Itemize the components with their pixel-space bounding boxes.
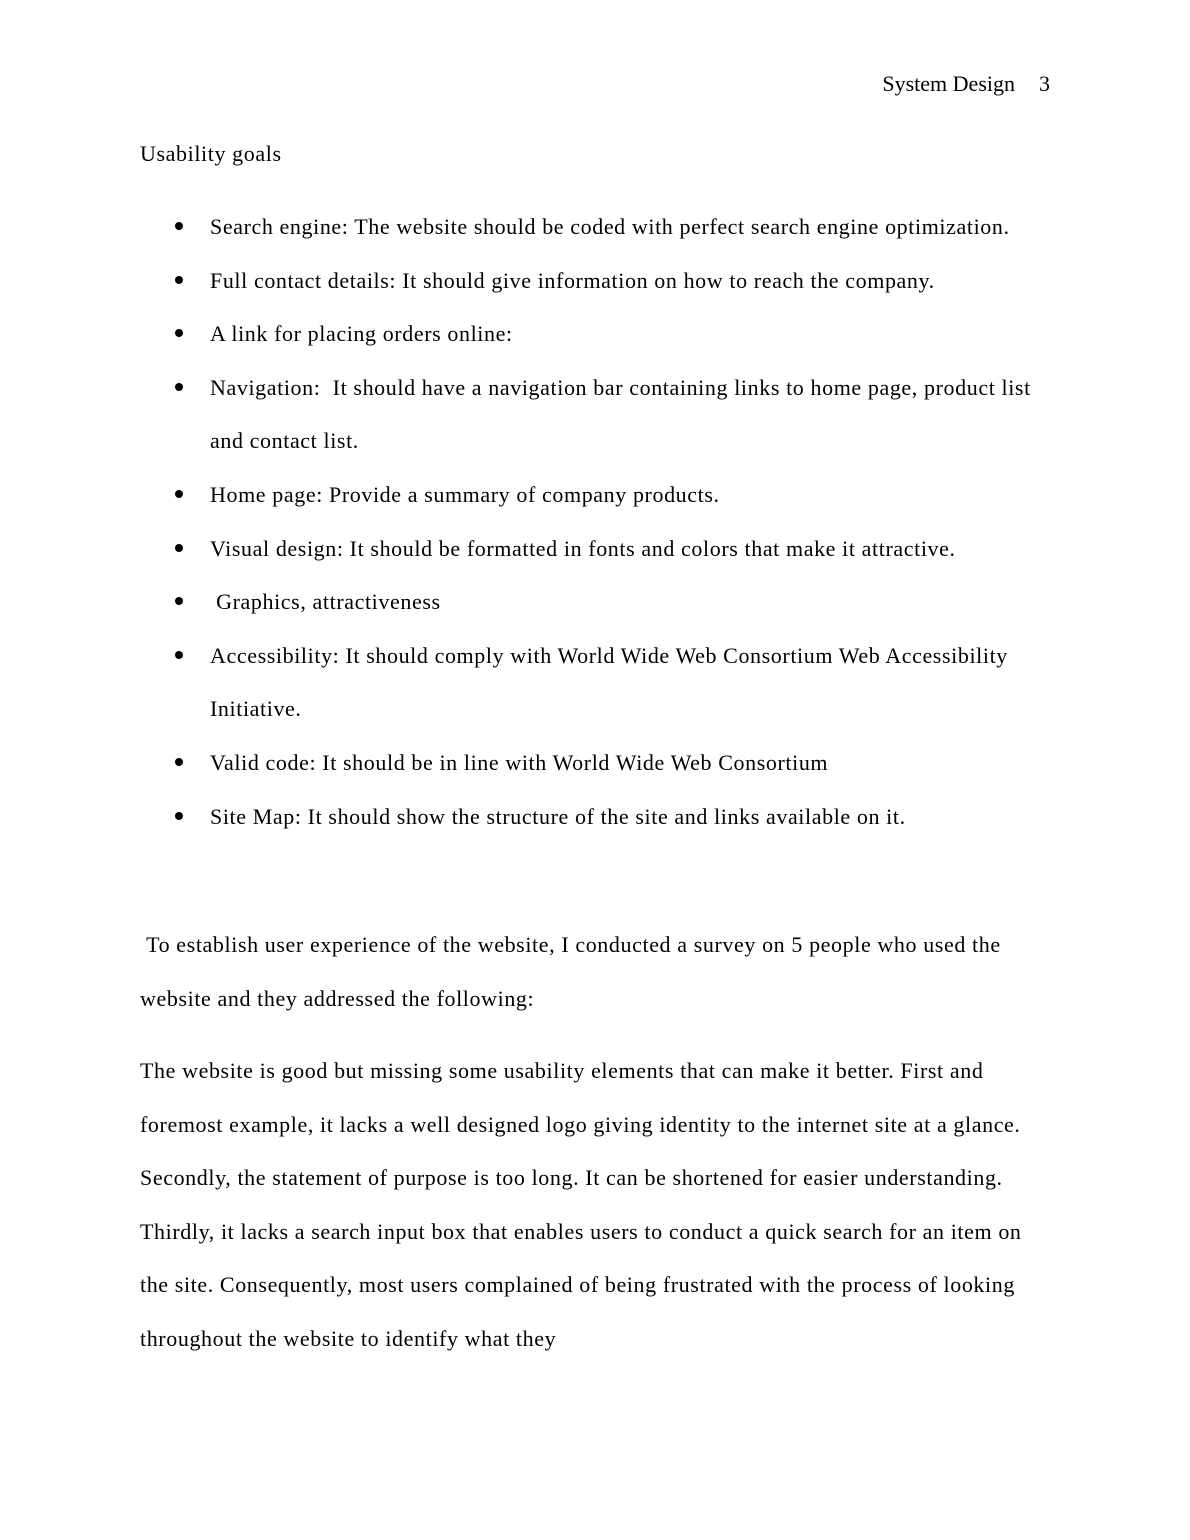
list-item [140,200,1052,254]
bullet-icon [175,597,183,605]
list-item [140,468,1052,522]
list-item-text: Home page: Provide a summary of company products. [210,481,720,507]
survey-intro-paragraph: To establish user experience of the website, I conducted a survey on 5 people who used the website and they addressed the following: [140,932,1007,1011]
running-head-title: System Design [882,71,1015,96]
feedback-paragraph: The website is good but missing some usability elements that can make it better. First and foremost example, it lacks a well designed logo giving identity to the internet site at a glance. Secondly, the statement of purpose is too long. It can be shortened for easier understanding. Thirdly, it lacks a search input box that enables users to conduct a quick search for an item on the site. Consequently, most users complained of being frustrated with the process of looking throughout the website to identify what they [140,1058,1022,1351]
page-number: 3 [1039,71,1050,96]
list-item-text: Accessibility: It should comply with World Wide Web Consortium Web Accessibility Initiative. [210,642,1008,722]
list-item-text: Site Map: It should show the structure of the site and links available on it. [210,803,906,829]
list-item [140,790,1052,844]
list-item [140,575,1052,629]
list-item [140,307,1052,361]
list-item-text: Visual design: It should be formatted in fonts and colors that make it attractive. [210,535,956,561]
bullet-icon [175,329,183,337]
bullet-icon [175,276,183,284]
list-item [140,361,1052,468]
bullet-icon [175,383,183,391]
list-item-text: Navigation: It should have a navigation bar containing links to home page, product list and contact list. [210,374,1037,454]
list-item-text: Full contact details: It should give information on how to reach the company. [210,267,935,293]
list-item [140,254,1052,308]
bullet-icon [175,544,183,552]
bullet-icon [175,812,183,820]
bullet-icon [175,222,183,230]
list-item-text: Graphics, attractiveness [210,589,441,615]
list-item-text: A link for placing orders online: [210,321,513,347]
list-item-text: Search engine: The website should be coded with perfect search engine optimization. [210,214,1010,239]
bullet-icon [175,651,183,659]
running-head [882,70,1050,98]
list-item [140,522,1052,576]
section-heading: Usability goals [140,141,282,166]
list-item-text: Valid code: It should be in line with World Wide Web Consortium [210,749,829,775]
list-item [140,629,1052,736]
list-item [140,736,1052,790]
usability-goals-list [140,200,1052,843]
bullet-icon [175,490,183,498]
bullet-icon [175,758,183,766]
